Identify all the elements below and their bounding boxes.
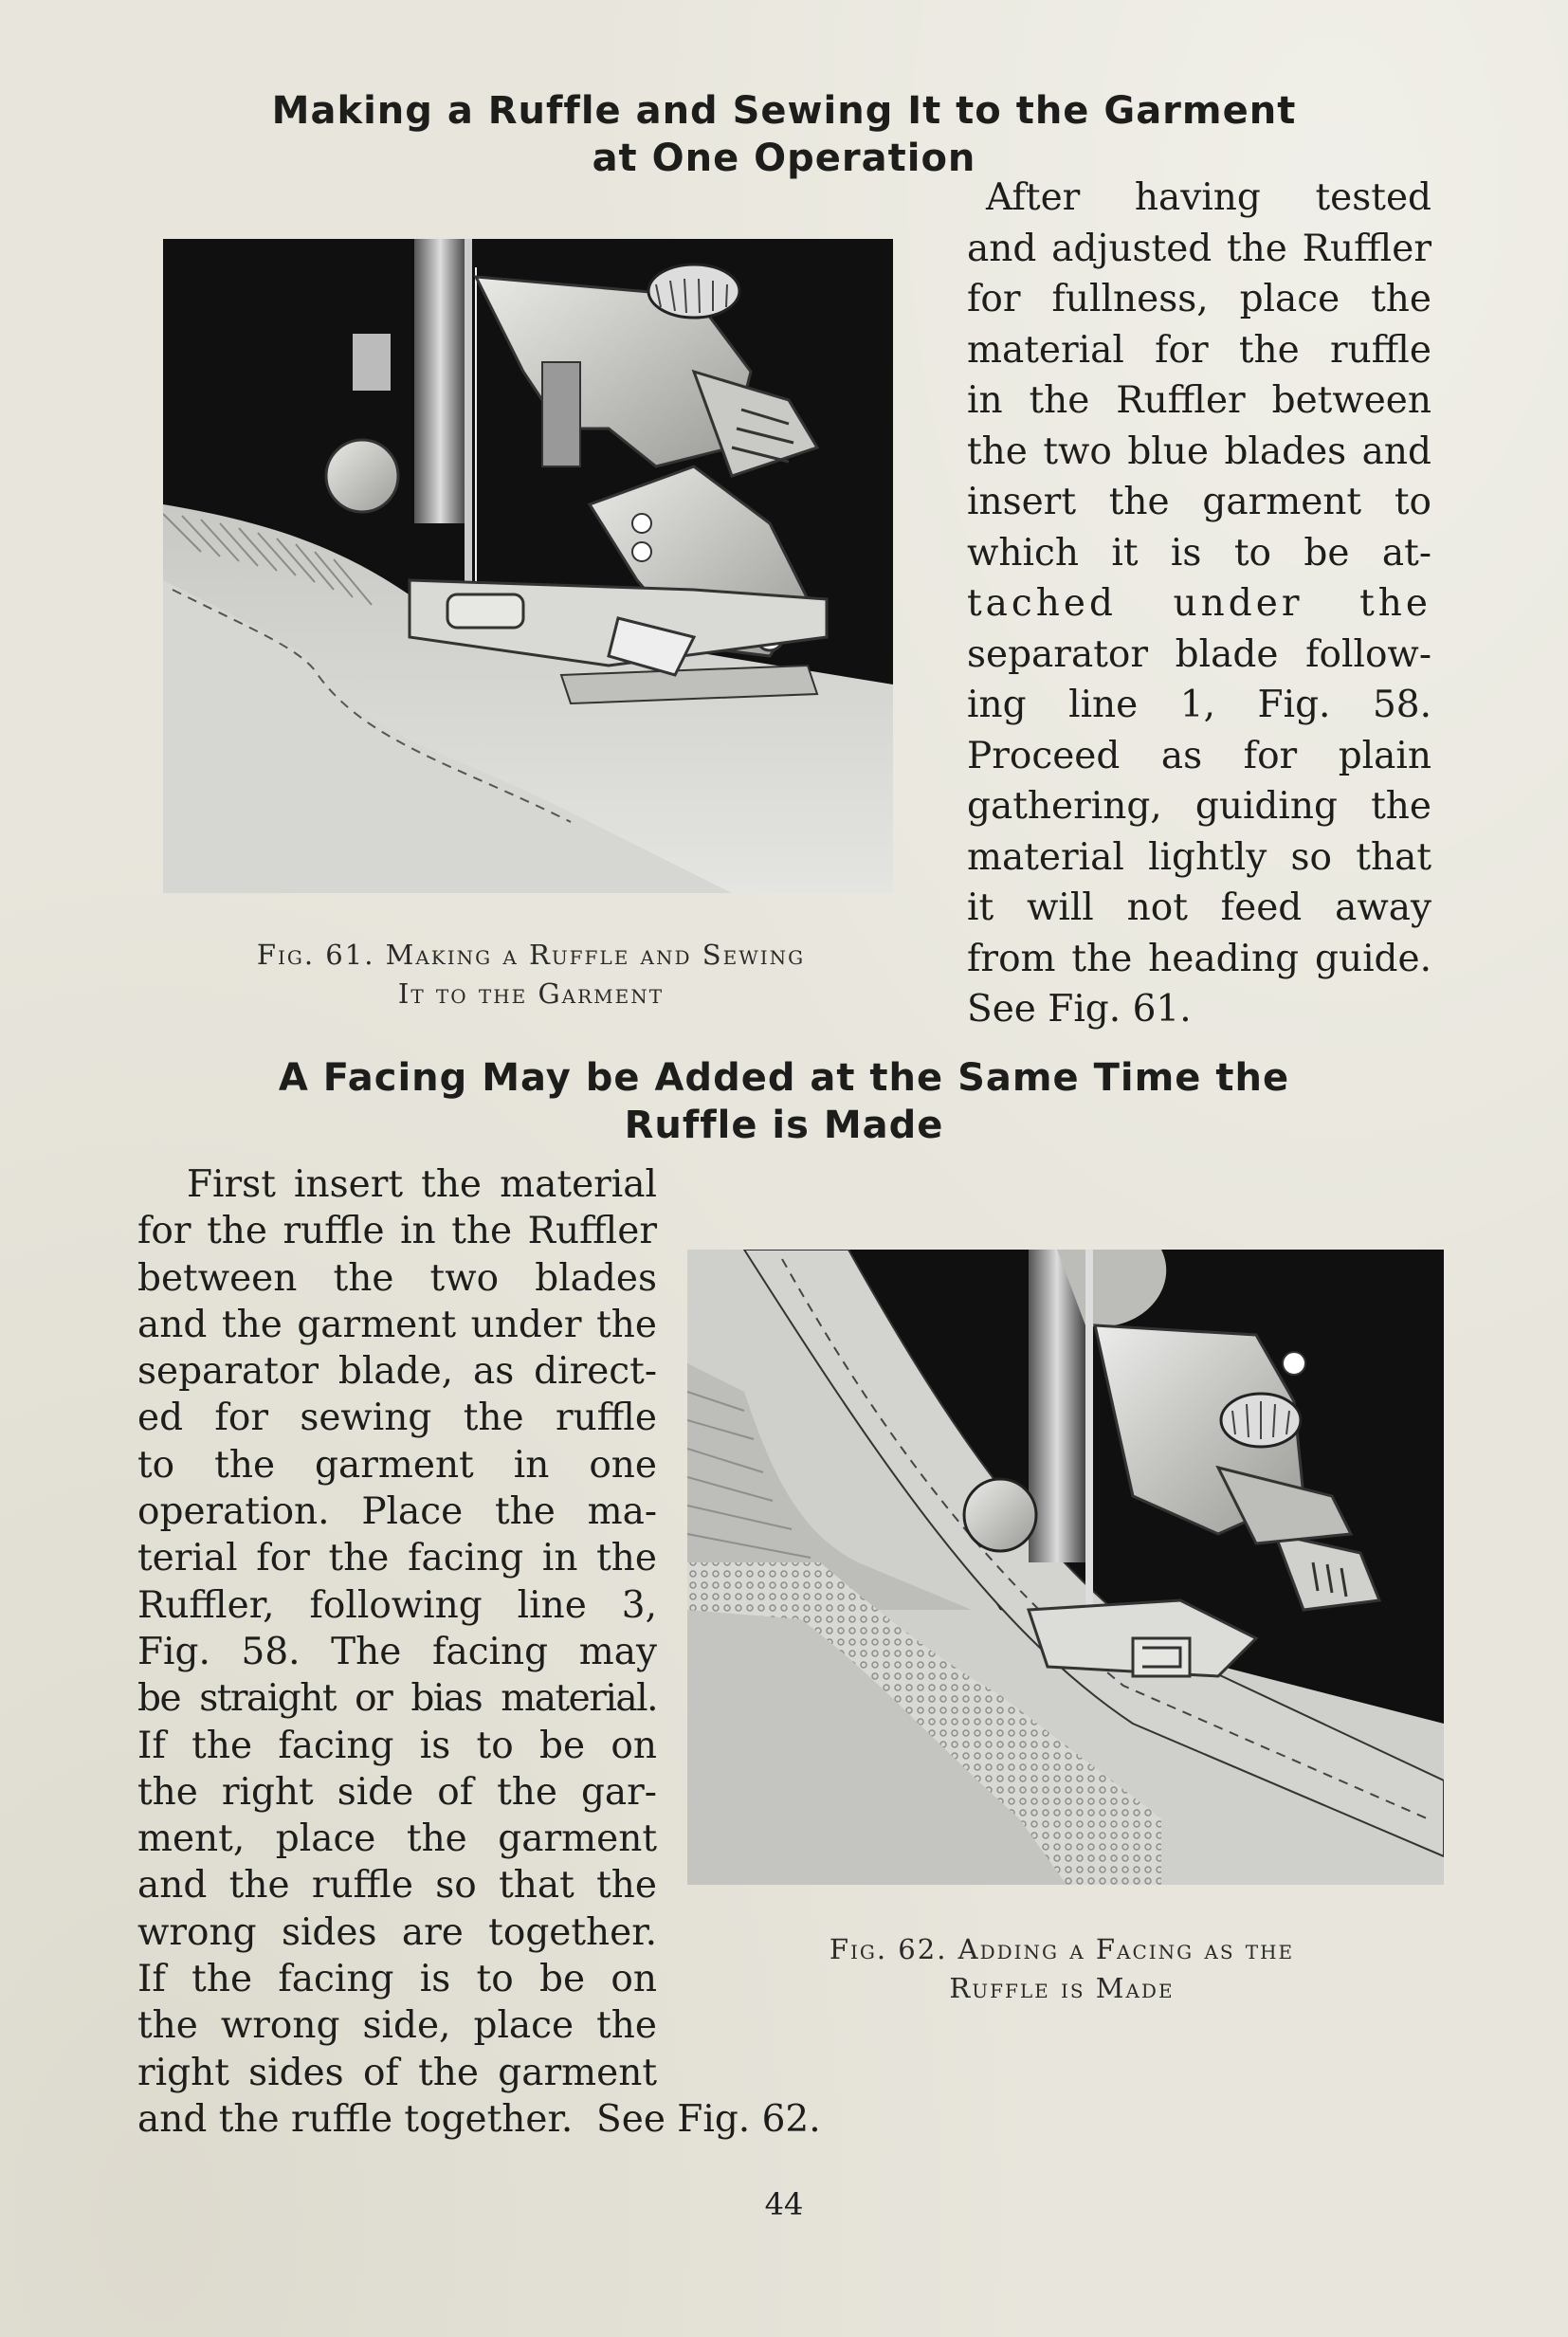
figure-61-photo bbox=[163, 239, 893, 893]
text-line: and adjusted the Ruffler bbox=[967, 227, 1431, 270]
text-line: separator blade follow- bbox=[967, 632, 1431, 676]
figure-62-photo bbox=[687, 1250, 1444, 1885]
text-line: If the facing is to be on bbox=[137, 1724, 657, 1767]
caption-line: Fig. 62. Adding a Facing as the bbox=[829, 1933, 1295, 1965]
text-line: insert the garment to bbox=[967, 481, 1431, 523]
text-line: for the ruffle in the Ruffler bbox=[137, 1210, 657, 1253]
figure-62-caption bbox=[720, 1930, 1403, 2008]
text-line: See Fig. 61. bbox=[967, 988, 1192, 1031]
text-line: it will not feed away bbox=[967, 886, 1431, 929]
text-line: operation. Place the ma- bbox=[137, 1490, 657, 1534]
caption-line: It to the Garment bbox=[397, 977, 665, 1010]
text-line: between the two blades bbox=[137, 1256, 657, 1300]
text-line: to the garment in one bbox=[137, 1443, 657, 1487]
page-number: 44 bbox=[764, 2186, 804, 2222]
section1-paragraph bbox=[967, 173, 1431, 1035]
heading-line: at One Operation bbox=[592, 137, 976, 180]
text-line: right sides of the garment bbox=[137, 2051, 657, 2094]
text-line: Ruffler, following line 3, bbox=[137, 1583, 657, 1627]
text-line: Fig. 58. The facing may bbox=[137, 1630, 657, 1673]
text-line: gathering, guiding the bbox=[967, 785, 1431, 828]
text-line: wrong sides are together. bbox=[137, 1910, 657, 1954]
text-line: be straight or bias material. bbox=[137, 1677, 657, 1721]
text-line: First insert the material bbox=[187, 1163, 657, 1206]
caption-line: Fig. 61. Making a Ruffle and Sewing bbox=[256, 939, 806, 971]
section2-heading bbox=[190, 1054, 1378, 1149]
sewing-machine-ruffler-illustration bbox=[163, 239, 893, 893]
section2-paragraph bbox=[137, 1161, 657, 2096]
figure-61-caption bbox=[152, 936, 910, 1013]
heading-line: Making a Ruffle and Sewing It to the Garment bbox=[271, 89, 1297, 133]
sewing-machine-facing-illustration bbox=[687, 1250, 1444, 1885]
text-line: and the garment under the bbox=[137, 1303, 657, 1346]
section1-heading bbox=[190, 87, 1378, 182]
text-line: If the facing is to be on bbox=[137, 1958, 657, 2001]
text-line: the right side of the gar- bbox=[137, 1770, 657, 1814]
text-line: ment, place the garment bbox=[137, 1817, 657, 1861]
heading-line: A Facing May be Added at the Same Time the bbox=[278, 1056, 1290, 1100]
text-line: Proceed as for plain bbox=[967, 734, 1431, 777]
text-line: material for the ruffle bbox=[967, 328, 1431, 372]
text-line: terial for the facing in the bbox=[137, 1537, 657, 1580]
text-line: for fullness, place the bbox=[967, 278, 1431, 320]
text-line: from the heading guide. bbox=[967, 937, 1431, 980]
text-line: material lightly so that bbox=[967, 835, 1431, 879]
text-line: ing line 1, Fig. 58. bbox=[967, 684, 1431, 726]
caption-line: Ruffle is Made bbox=[949, 1972, 1175, 2004]
text-line: After having tested bbox=[986, 176, 1431, 219]
text-line: which it is to be at- bbox=[967, 531, 1431, 575]
text-line: and the ruffle so that the bbox=[137, 1864, 657, 1908]
text-line: tached under the bbox=[967, 582, 1431, 625]
text-line: the wrong side, place the bbox=[137, 2004, 657, 2048]
text-line: ed for sewing the ruffle bbox=[137, 1397, 657, 1440]
heading-line: Ruffle is Made bbox=[624, 1104, 944, 1147]
text-line: the two blue blades and bbox=[967, 429, 1431, 473]
text-line: in the Ruffler between bbox=[967, 379, 1431, 422]
text-line: separator blade, as direct- bbox=[137, 1350, 657, 1394]
section2-final-line: and the ruffle together. See Fig. 62. bbox=[137, 2098, 821, 2141]
